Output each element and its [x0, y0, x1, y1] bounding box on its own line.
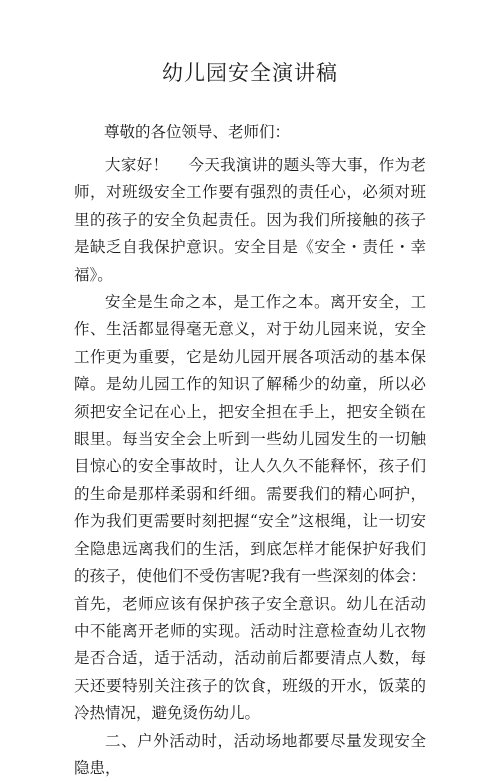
- document-body: [74, 152, 426, 782]
- paragraph-text: 安全是生命之本，是工作之本。离开安全，工作、生活都显得毫无意义，对于幼儿园来说，安全工作更为重要，它是幼儿园开展各项活动的基本保障。是幼儿园工作的知识了解稀少的幼童，所以必须把安全记在心上，把安全担在手上，把安全锁在眼里。每当安全会上听到一些幼儿园发生的一切触目惊心的安全事故时，让人久久不能释怀，孩子们的生命是那样柔弱和纤细。需要我们的精心呵护，作为我们更需要时刻把握“安全”这根绳，让一切安全隐患远离我们的生活，到底怎样才能保护好我们的孩子，使他们不受伤害呢?我有一些深刻的体会：首先，老师应该有保护孩子安全意识。幼儿在活动中不能离开老师的实现。活动时注意检查幼儿衣物是否合适，适于活动，活动前后都要清点人数，每天还要特别关注孩子的饮食，班级的开水，饭菜的冷热情况，避免烫伤幼儿。: [74, 293, 426, 723]
- document-title: 幼儿园安全演讲稿: [162, 61, 338, 85]
- paragraph-safety: [74, 289, 426, 728]
- salutation: 尊敬的各位领导、老师们：: [104, 123, 291, 141]
- paragraph-text: 二、户外活动时，活动场地都要尽量发现安全隐患，: [74, 731, 426, 777]
- greeting-lead: 大家好！: [105, 156, 169, 174]
- paragraph-text: 今天我演讲的题头等大事，作为老师，对班级安全工作要有强烈的责任心，必须对班里的孩子的安全负起责任。因为我们所接触的孩子是缺乏自我保护意识。安全目是《安全・责任・幸福》。: [74, 156, 426, 284]
- paragraph-greeting: [74, 152, 426, 289]
- paragraph-outdoor: [74, 728, 426, 782]
